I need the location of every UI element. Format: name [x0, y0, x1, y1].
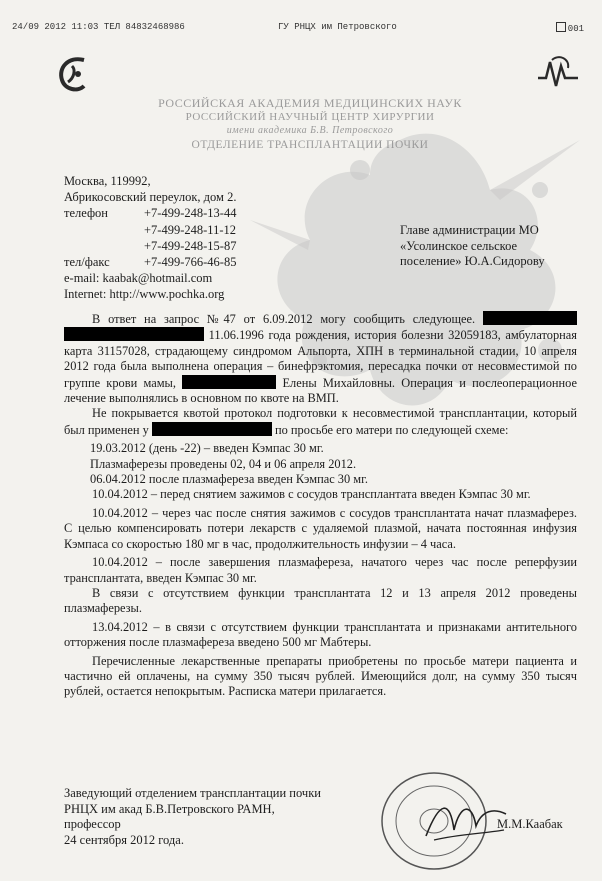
phone-3: +7-499-248-15-87	[144, 238, 237, 253]
phone-1: +7-499-248-13-44	[144, 206, 237, 221]
signatory-name: М.М.Каабак	[497, 817, 563, 831]
sender-city: Москва, 119992,	[64, 174, 151, 188]
recipient-line-2: «Усолинское сельское	[400, 238, 518, 253]
org-line-named: имени академика Б.В. Петровского	[226, 125, 394, 136]
fax-datetime: 24/09 2012 11:03 ТЕЛ 84832468986	[12, 22, 185, 32]
fax-header	[8, 22, 594, 36]
patient-details-text: 11.06.1996 года рождения, история болезни 32059183, амбулаторная карта 31157028, страдающему синдромом Альпорта, ХПН в терминальной стадии, 10 апреля 2012 года была выполнена операция – бинефрэктомия, пересадка почки от несовместимой по группе крови мамы,	[64, 328, 577, 390]
redaction-bar	[483, 311, 577, 325]
footer-institution: РНЦХ им акад Б.В.Петровского РАМН,	[64, 801, 275, 816]
schedule-item: 13.04.2012 – в связи с отсутствием функции трансплантата и признаками антительного отторжения после плазмафереза введено 500 мг Мабтеры.	[64, 619, 577, 650]
redaction-bar	[152, 422, 272, 436]
fax-page	[556, 22, 584, 34]
intro-text: В ответ на запрос №47 от 6.09.2012 могу сообщить следующее.	[92, 312, 476, 326]
footer-title: профессор	[64, 817, 121, 832]
org-line-center: РОССИЙСКИЙ НАУЧНЫЙ ЦЕНТР ХИРУРГИИ	[185, 111, 435, 123]
protocol-text: Не покрывается квотой протокол подготовки к несовместимой трансплантации, который был применен у	[64, 406, 577, 437]
fax-page-number: 001	[567, 24, 584, 34]
paragraph-payment: Перечисленные лекарственные препараты приобретены по просьбе матери пациента и частично ей оплачены, на сумму 350 тысяч рублей. Имеющийся долг, на сумму 350 тысяч рублей, остается непокрытым. Расписка матери прилагается.	[64, 653, 577, 699]
org-line-department: ОТДЕЛЕНИЕ ТРАНСПЛАНТАЦИИ ПОЧКИ	[191, 139, 429, 151]
redaction-bar	[182, 375, 276, 389]
redaction-bar	[64, 327, 204, 341]
kidney-logo-icon	[536, 52, 580, 92]
sender-address	[64, 173, 304, 303]
footer-position: Заведующий отделением трансплантации почки	[64, 786, 321, 800]
letterhead	[100, 96, 520, 152]
paragraph-intro	[64, 311, 577, 406]
letter-footer	[64, 786, 394, 848]
schedule-item: 10.04.2012 – после завершения плазмафереза, начатого через час после реперфузии трансплантата, введен Кэмпас 30 мг.	[64, 555, 577, 585]
operation-text: Елены Михайловны. Операция и послеоперационное лечение выполнялись в основном по квоте на ВМП.	[64, 375, 577, 406]
fax-number: +7-499-766-46-85	[144, 255, 237, 270]
schedule-item: Плазмаферезы проведены 02, 04 и 06 апреля 2012.	[90, 456, 357, 471]
recipient-line-1: Главе администрации МО	[400, 223, 539, 237]
email-value: kaabak@hotmail.com	[102, 271, 213, 286]
schedule-item: 06.04.2012 после плазмафереза введен Кэмпас 30 мг.	[90, 472, 368, 487]
letter-body	[64, 311, 577, 700]
center-logo-icon	[54, 52, 94, 96]
schedule-item: В связи с отсутствием функции трансплантата 12 и 13 апреля 2012 проведены плазмаферезы.	[64, 585, 577, 616]
schedule-item: 10.04.2012 – через час после снятия зажимов с сосудов трансплантата начат плазмаферез. С целью компенсировать потери лекарств с удаляемой плазмой, начата постоянная инфузия Кэмпаса со скоростью 180 мг в час, продолжительность инфузии – 4 часа.	[64, 505, 577, 551]
email-label: e-mail:	[64, 271, 100, 286]
internet-label: Internet:	[64, 287, 107, 302]
fax-label: тел/факс	[64, 255, 110, 270]
page-box-icon	[556, 22, 566, 32]
schedule-item: 10.04.2012 – перед снятием зажимов с сосудов трансплантата введен Кэмпас 30 мг.	[92, 487, 531, 502]
sender-street: Абрикосовский переулок, дом 2.	[64, 190, 237, 205]
phone-label: телефон	[64, 206, 108, 221]
org-line-academy: РОССИЙСКАЯ АКАДЕМИЯ МЕДИЦИНСКИХ НАУК	[158, 96, 462, 110]
protocol-text-end: по просьбе его матери по следующей схеме:	[274, 422, 509, 437]
internet-value: http://www.pochka.org	[109, 287, 225, 302]
schedule-item: 19.03.2012 (день -22) – введен Кэмпас 30 мг.	[90, 441, 324, 456]
recipient-block	[400, 223, 595, 270]
recipient-line-3: поселение» Ю.А.Сидорову	[400, 254, 545, 268]
fax-sender: ГУ РНЦХ им Петровского	[278, 22, 397, 32]
footer-date: 24 сентября 2012 года.	[64, 832, 184, 847]
paragraph-protocol	[64, 406, 577, 438]
phone-2: +7-499-248-11-12	[144, 222, 236, 237]
